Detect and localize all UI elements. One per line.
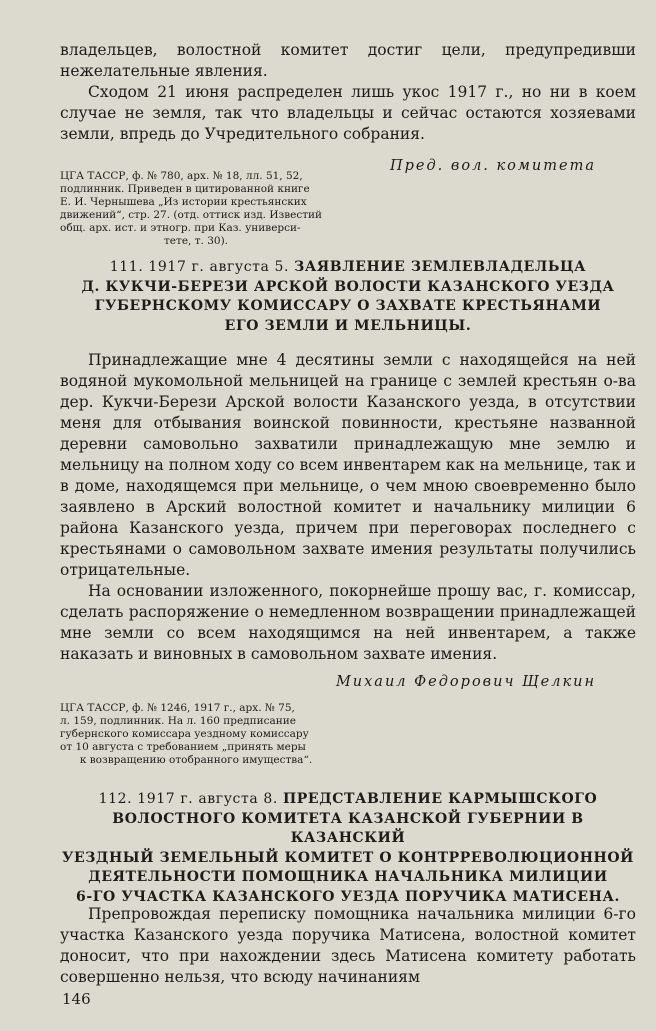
archive-line: к возвращению отобранного имущества“.: [79, 754, 313, 766]
document-title: ГУБЕРНСКОМУ КОМИССАРУ О ЗАХВАТЕ КРЕСТЬЯНАМИ: [94, 298, 602, 314]
document-body: [60, 904, 636, 988]
archive-line: губернского комиссара уездному комиссару: [60, 728, 309, 740]
archive-line: л. 159, подлинник. На л. 160 предписание: [60, 715, 296, 727]
document-number-date: 112. 1917 г. августа 8.: [98, 791, 278, 807]
archive-reference: [60, 702, 332, 767]
signature: Пред. вол. комитета: [389, 158, 596, 174]
archive-line: тете, т. 30).: [164, 235, 228, 247]
document-title: 6-ГО УЧАСТКА КАЗАНСКОГО УЕЗДА ПОРУЧИКА МАТИСЕНА.: [76, 888, 620, 905]
archive-line: Е. И. Чернышева „Из истории крестьянских: [60, 196, 307, 208]
archive-line: ЦГА ТАССР, ф. № 1246, 1917 г., арх. № 75,: [60, 702, 295, 714]
document-title: УЕЗДНЫЙ ЗЕМЕЛЬНЫЙ КОМИТЕТ О КОНТРРЕВОЛЮЦИОННОЙ: [61, 849, 634, 866]
document-title: ДЕЯТЕЛЬНОСТИ ПОМОЩНИКА НАЧАЛЬНИКА МИЛИЦИИ: [88, 869, 608, 885]
signature: Михаил Федорович Щелкин: [335, 674, 596, 690]
archive-line: подлинник. Приведен в цитированной книге: [60, 183, 310, 195]
document-title: ЕГО ЗЕМЛИ И МЕЛЬНИЦЫ.: [224, 317, 472, 334]
paragraph: На основании изложенного, покорнейше прошу вас, г. комиссар, сделать распоряжение о немедленном возвращении принадлежащей мне земли со всем находящимся на ней инвентарем, а также наказать и виновных в самовольном захвате имения.: [60, 582, 636, 663]
paragraph: Препровождая переписку помощника начальника милиции 6-го участка Казанского уезда поручика Матисена, волостной комитет доносит, что при нахождении здесь Матисена комитету работать совершенно нельзя, что всюду начинаниям: [60, 905, 636, 986]
archive-line: ЦГА ТАССР, ф. № 780, арх. № 18, лл. 51, 52,: [60, 170, 303, 182]
paragraph: Сходом 21 июня распределен лишь укос 1917 г., но ни в коем случае не земля, так что владельцы и сейчас остаются хозяевами земли, впредь до Учредительного собрания.: [60, 83, 636, 143]
paragraph: владельцев, волостной комитет достиг цели, предупредивши нежелательные явления.: [60, 41, 636, 80]
document-number-date: 111. 1917 г. августа 5.: [109, 259, 290, 275]
archive-line: общ. арх. ист. и этногр. при Каз. универси-: [60, 222, 301, 234]
document-body: [60, 350, 636, 665]
page-number: 146: [62, 990, 91, 1008]
document-heading: [60, 790, 636, 907]
document-heading: [60, 258, 636, 336]
document-title: ЗАЯВЛЕНИЕ ЗЕМЛЕВЛАДЕЛЬЦА: [294, 259, 587, 275]
document-title: ПРЕДСТАВЛЕНИЕ КАРМЫШСКОГО: [282, 791, 598, 807]
archive-line: от 10 августа с требованием „принять меры: [60, 741, 306, 753]
paragraph: Принадлежащие мне 4 десятины земли с находящейся на ней водяной мукомольной мельницей на границе с землей крестьян о-ва дер. Кукчи-Берези Арской волости Казанского уезда, в отсутствии меня для отбывания воинской повинности, крестьяне названной деревни самовольно захватили принадлежащую мне землю и мельницу на полном ходу со всем инвентарем как на мельнице, так и в доме, находящемся при мельнице, о чем мною своевременно было заявлено в Арский волостной комитет и начальнику милиции 6 района Казанского уезда, причем при переговорах последнего с крестьянами о самовольном захвате имения результаты получились отрицательные.: [60, 351, 636, 579]
continued-text: [60, 40, 636, 145]
archive-line: движений“, стр. 27. (отд. оттиск изд. Известий: [60, 209, 323, 221]
document-title: Д. КУКЧИ-БЕРЕЗИ АРСКОЙ ВОЛОСТИ КАЗАНСКОГО УЕЗДА: [81, 278, 615, 295]
archive-reference: [60, 170, 332, 248]
document-title: ВОЛОСТНОГО КОМИТЕТА КАЗАНСКОЙ ГУБЕРНИИ В КАЗАНСКИЙ: [112, 810, 584, 846]
